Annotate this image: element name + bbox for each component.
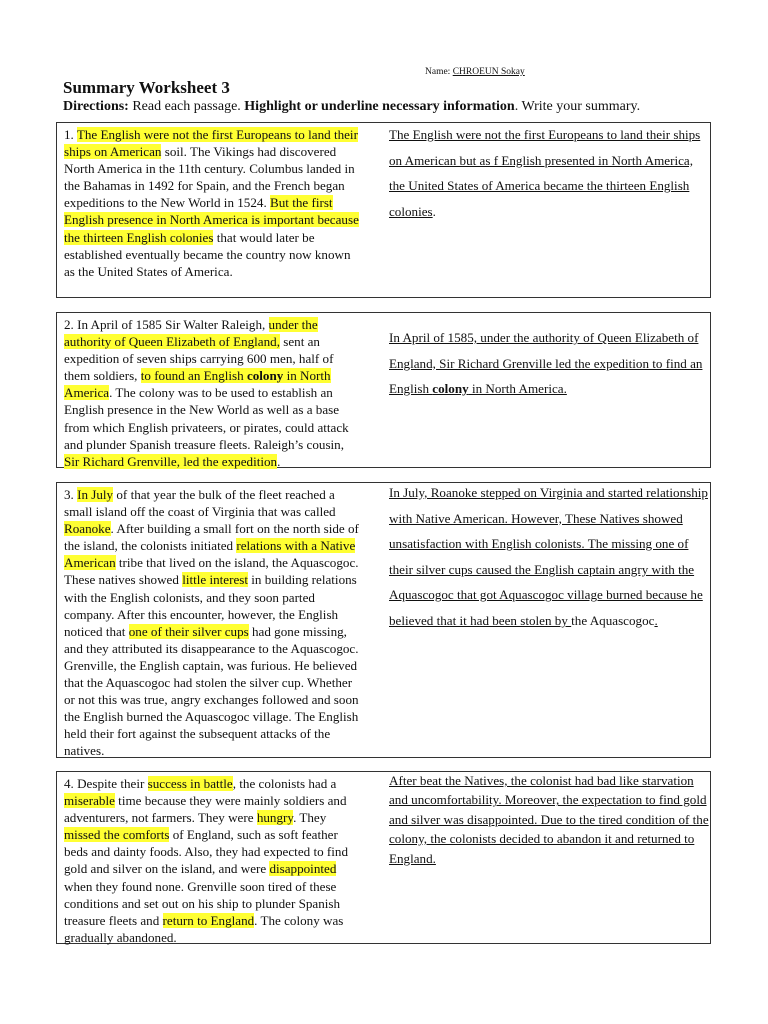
- summary-segment: The English were not the first Europeans to land their ships on American but as f English presented in North America, the United States of America became the thirteen English colonies: [389, 127, 701, 219]
- highlighted-text: one of their silver cups: [128, 623, 249, 639]
- summary-segment: colony: [432, 381, 469, 397]
- highlighted-text: little interest: [182, 572, 249, 588]
- passage-segment: . The colony was to be used to establish an English presence in the New World as well as a base from which English privateers, or pirates, could attack and plunder Spanish treasure fleets. Raleigh’s cousin,: [64, 385, 349, 452]
- highlighted-text: disappointed: [269, 861, 337, 877]
- passage-segment: tribe that lived on the island, the Aquascogoc. These natives showed: [64, 555, 359, 588]
- passage-text: [64, 316, 360, 470]
- directions-label: Directions:: [63, 99, 129, 114]
- passage-segment: had gone missing, and they attributed its disappearance to the Aquascogoc. Grenville, the English captain, was furious. He believed that the Aquascogoc had stolen the silver cup. Whether or not this was true, angry exchanges followed and soon the English burned the Aquascogoc village. The English held their fort against the subsequent attacks of the natives.: [64, 623, 359, 759]
- highlighted-text: success in battle: [147, 776, 233, 791]
- highlighted-text: return to England: [162, 912, 255, 928]
- directions: [63, 98, 640, 116]
- passage-text: [64, 775, 360, 946]
- student-name: CHROEUN Sokay: [452, 67, 525, 77]
- directions-text-1: Read each passage.: [128, 99, 245, 114]
- name-line: [425, 66, 525, 78]
- passage-segment: when they found none. Grenville soon tired of these conditions and set out on his ship to plunder Spanish treasure fleets and: [64, 878, 341, 928]
- passage-segment: sent an expedition of seven ships carrying 600 men, half of them soldiers,: [64, 334, 334, 384]
- passage-segment: . The colony was gradually abandoned.: [64, 912, 344, 945]
- passage-segment: .: [277, 453, 281, 469]
- passage-segment: . After building a small fort on the north side of the island, the colonists initiated: [64, 521, 359, 554]
- passage-segment: 2. In April of 1585 Sir Walter Raleigh,: [64, 317, 269, 332]
- highlighted-text: In July: [77, 487, 114, 502]
- passage-box-3: [56, 482, 711, 758]
- passage-segment: 4. Despite their: [64, 776, 148, 791]
- summary-segment: .: [654, 612, 658, 628]
- summary-segment: In July, Roanoke stepped on Virginia and started relationship with Native American. However, These Natives showed unsatisfaction with English colonists. The missing one of their silver cups caused the English captain angry with the Aquascogoc that got Aquascogoc village burned because he believed that it had been stolen by: [389, 485, 708, 628]
- passage-segment: of England, such as soft feather beds and dainty foods. Also, they had expected to find gold and silver on the island, and were: [64, 827, 349, 877]
- passage-segment: time because they were mainly soldiers and adventurers, not farmers. They were: [64, 793, 347, 826]
- directions-emphasis: Highlight or underline necessary information: [244, 99, 515, 114]
- name-label: Name:: [425, 67, 451, 77]
- passage-segment: 3.: [64, 487, 78, 502]
- summary-text: [389, 122, 709, 224]
- worksheet-title: Summary Worksheet 3: [63, 78, 230, 97]
- highlighted-text: colony: [246, 368, 284, 384]
- summary-segment: the Aquascogoc: [571, 612, 655, 628]
- highlighted-text: hungry: [256, 810, 294, 826]
- highlighted-text: miserable: [64, 793, 115, 809]
- passage-segment: in building relations with the English colonists, and they soon parted company. After this encounter, however, the English noticed that: [64, 572, 357, 639]
- highlighted-text: in North America: [64, 368, 331, 401]
- highlighted-text: missed the comforts: [64, 827, 170, 843]
- passage-segment: that would later be established eventually became the country now known as the United States of America.: [64, 229, 351, 279]
- summary-text: [389, 325, 709, 402]
- summary-segment: After beat the Natives, the colonist had bad like starvation and uncomfortability. Moreover, the expectation to find gold and silver was disappointed. Due to the tired condition of the colony, the colonists decided to abandon it and returned to England.: [389, 773, 709, 866]
- passage-box-2: [56, 312, 711, 468]
- summary-text: [389, 480, 709, 634]
- passage-box-1: [56, 122, 711, 298]
- passage-segment: of that year the bulk of the fleet reached a small island off the coast of Virginia that was called: [64, 487, 336, 520]
- highlighted-text: The English were not the first Europeans to land their ships on American: [64, 127, 358, 160]
- summary-segment: .: [432, 203, 436, 219]
- highlighted-text: to found an English: [140, 368, 247, 384]
- highlighted-text: Roanoke: [64, 521, 111, 537]
- directions-text-2: . Write your summary.: [514, 99, 641, 114]
- passage-text: [64, 126, 360, 280]
- summary-segment: in North America.: [468, 381, 567, 397]
- summary-segment: In April of 1585, under the authority of Queen Elizabeth of England, Sir Richard Grenville led the expedition to find an English: [389, 330, 703, 397]
- highlighted-text: Sir Richard Grenville, led the expedition: [64, 453, 278, 469]
- highlighted-text: But the first English presence in North America is important because the thirteen English colonies: [64, 195, 359, 245]
- passage-text: [64, 486, 360, 760]
- passage-segment: , the colonists had a: [232, 776, 337, 791]
- passage-segment: . They: [293, 810, 327, 826]
- summary-text: [389, 771, 709, 868]
- highlighted-text: under the authority of Queen Elizabeth of England,: [64, 317, 318, 350]
- passage-box-4: [56, 771, 711, 944]
- passage-segment: 1.: [64, 127, 77, 142]
- passage-segment: soil. The Vikings had discovered North America in the 11th century. Columbus landed in the Bahamas in 1492 for Spain, and the French began expeditions to the New World in 1524.: [64, 144, 355, 211]
- highlighted-text: relations with a Native American: [64, 538, 356, 571]
